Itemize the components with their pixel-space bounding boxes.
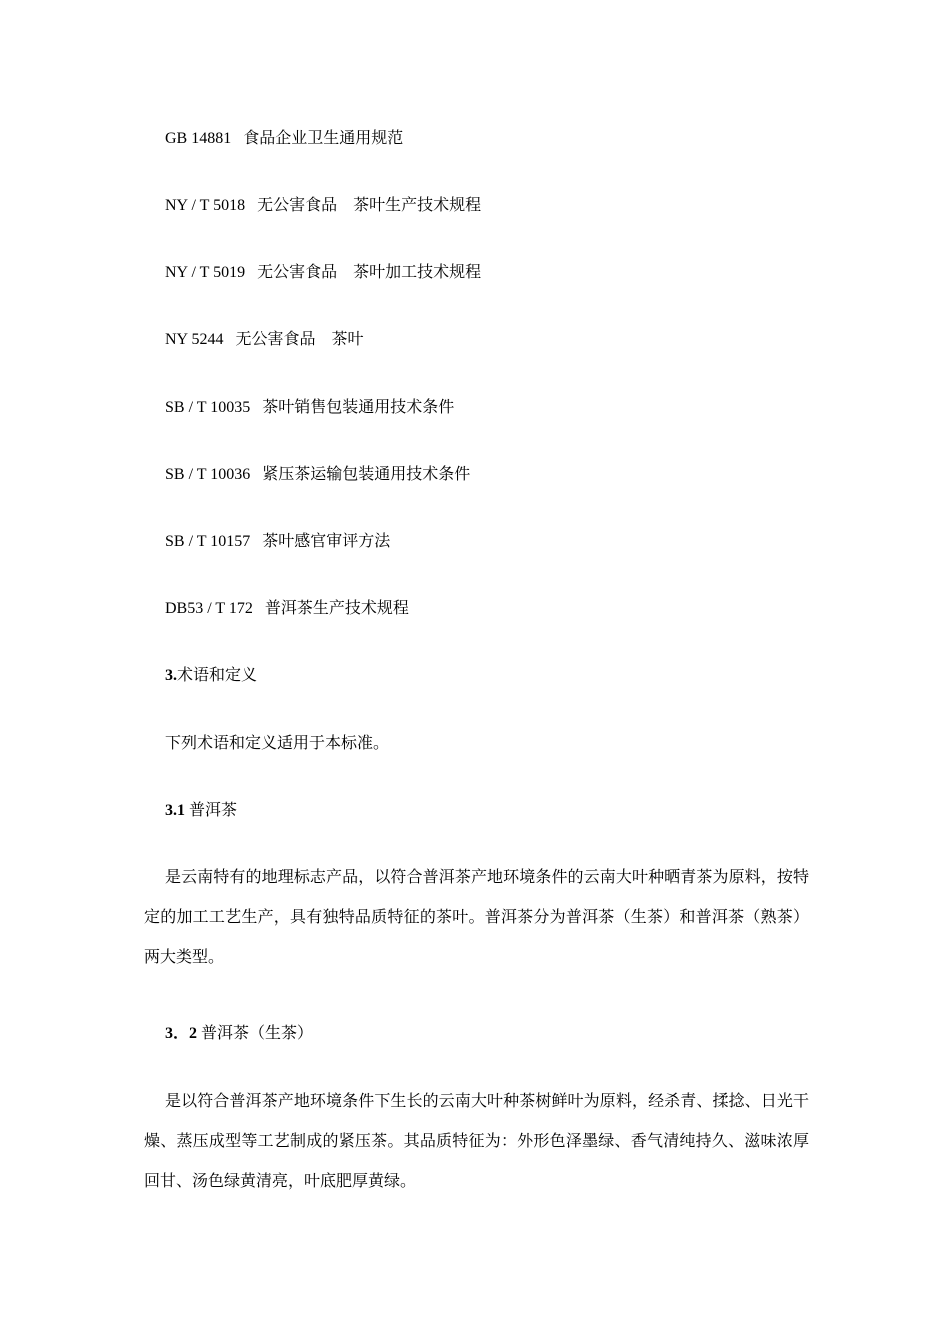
standard-code: NY / T 5018 xyxy=(165,197,246,214)
subsection-heading xyxy=(165,799,237,822)
standard-code: DB53 / T 172 xyxy=(165,600,253,617)
section-intro: 下列术语和定义适用于本标准。 xyxy=(165,733,390,752)
definition-paragraph: 是以符合普洱茶产地环境条件下生长的云南大叶种茶树鲜叶为原料，经杀青、揉捻、日光干燥、蒸压成型等工艺制成的紧压茶。其品质特征为：外形色泽墨绿、香气清纯持久、滋味浓厚回甘、汤色绿黄清亮，叶底肥厚黄绿。 xyxy=(144,1091,809,1190)
section-number: 3．2 xyxy=(165,1025,198,1042)
section-title: 普洱茶 xyxy=(189,800,238,819)
standard-ref-item xyxy=(165,530,390,553)
standard-ref-item xyxy=(165,261,481,284)
standard-code: SB / T 10036 xyxy=(165,466,251,483)
standard-code: SB / T 10035 xyxy=(165,399,251,416)
section-title: 术语和定义 xyxy=(177,665,258,684)
standard-ref-item xyxy=(165,194,481,217)
standard-title: 茶叶感官审评方法 xyxy=(262,531,391,550)
standard-title: 普洱茶生产技术规程 xyxy=(264,598,409,617)
standard-title: 茶叶销售包装通用技术条件 xyxy=(262,397,455,416)
standard-ref-item xyxy=(165,328,364,351)
standard-title: 无公害食品 茶叶加工技术规程 xyxy=(257,262,482,281)
standard-ref-item xyxy=(165,597,409,620)
standard-code: NY 5244 xyxy=(165,331,224,348)
section-heading xyxy=(165,664,257,687)
standard-ref-item xyxy=(165,463,470,486)
standard-title: 无公害食品 茶叶 xyxy=(235,329,364,348)
standard-code: SB / T 10157 xyxy=(165,533,251,550)
section-number: 3.1 xyxy=(165,802,185,819)
section-title: 普洱茶（生茶） xyxy=(201,1023,314,1042)
definition-paragraph: 是云南特有的地理标志产品，以符合普洱茶产地环境条件的云南大叶种晒青茶为原料，按特定的加工工艺生产，具有独特品质特征的茶叶。普洱茶分为普洱茶（生茶）和普洱茶（熟茶）两大类型。 xyxy=(144,867,809,966)
standard-ref-item xyxy=(165,396,454,419)
standard-code: NY / T 5019 xyxy=(165,264,246,281)
standard-code: GB 14881 xyxy=(165,130,232,147)
standard-title: 无公害食品 茶叶生产技术规程 xyxy=(257,195,482,214)
standard-ref-item xyxy=(165,127,403,150)
standard-title: 紧压茶运输包装通用技术条件 xyxy=(262,464,471,483)
section-number: 3. xyxy=(165,667,177,684)
standard-title: 食品企业卫生通用规范 xyxy=(243,128,404,147)
subsection-heading xyxy=(165,1022,313,1045)
